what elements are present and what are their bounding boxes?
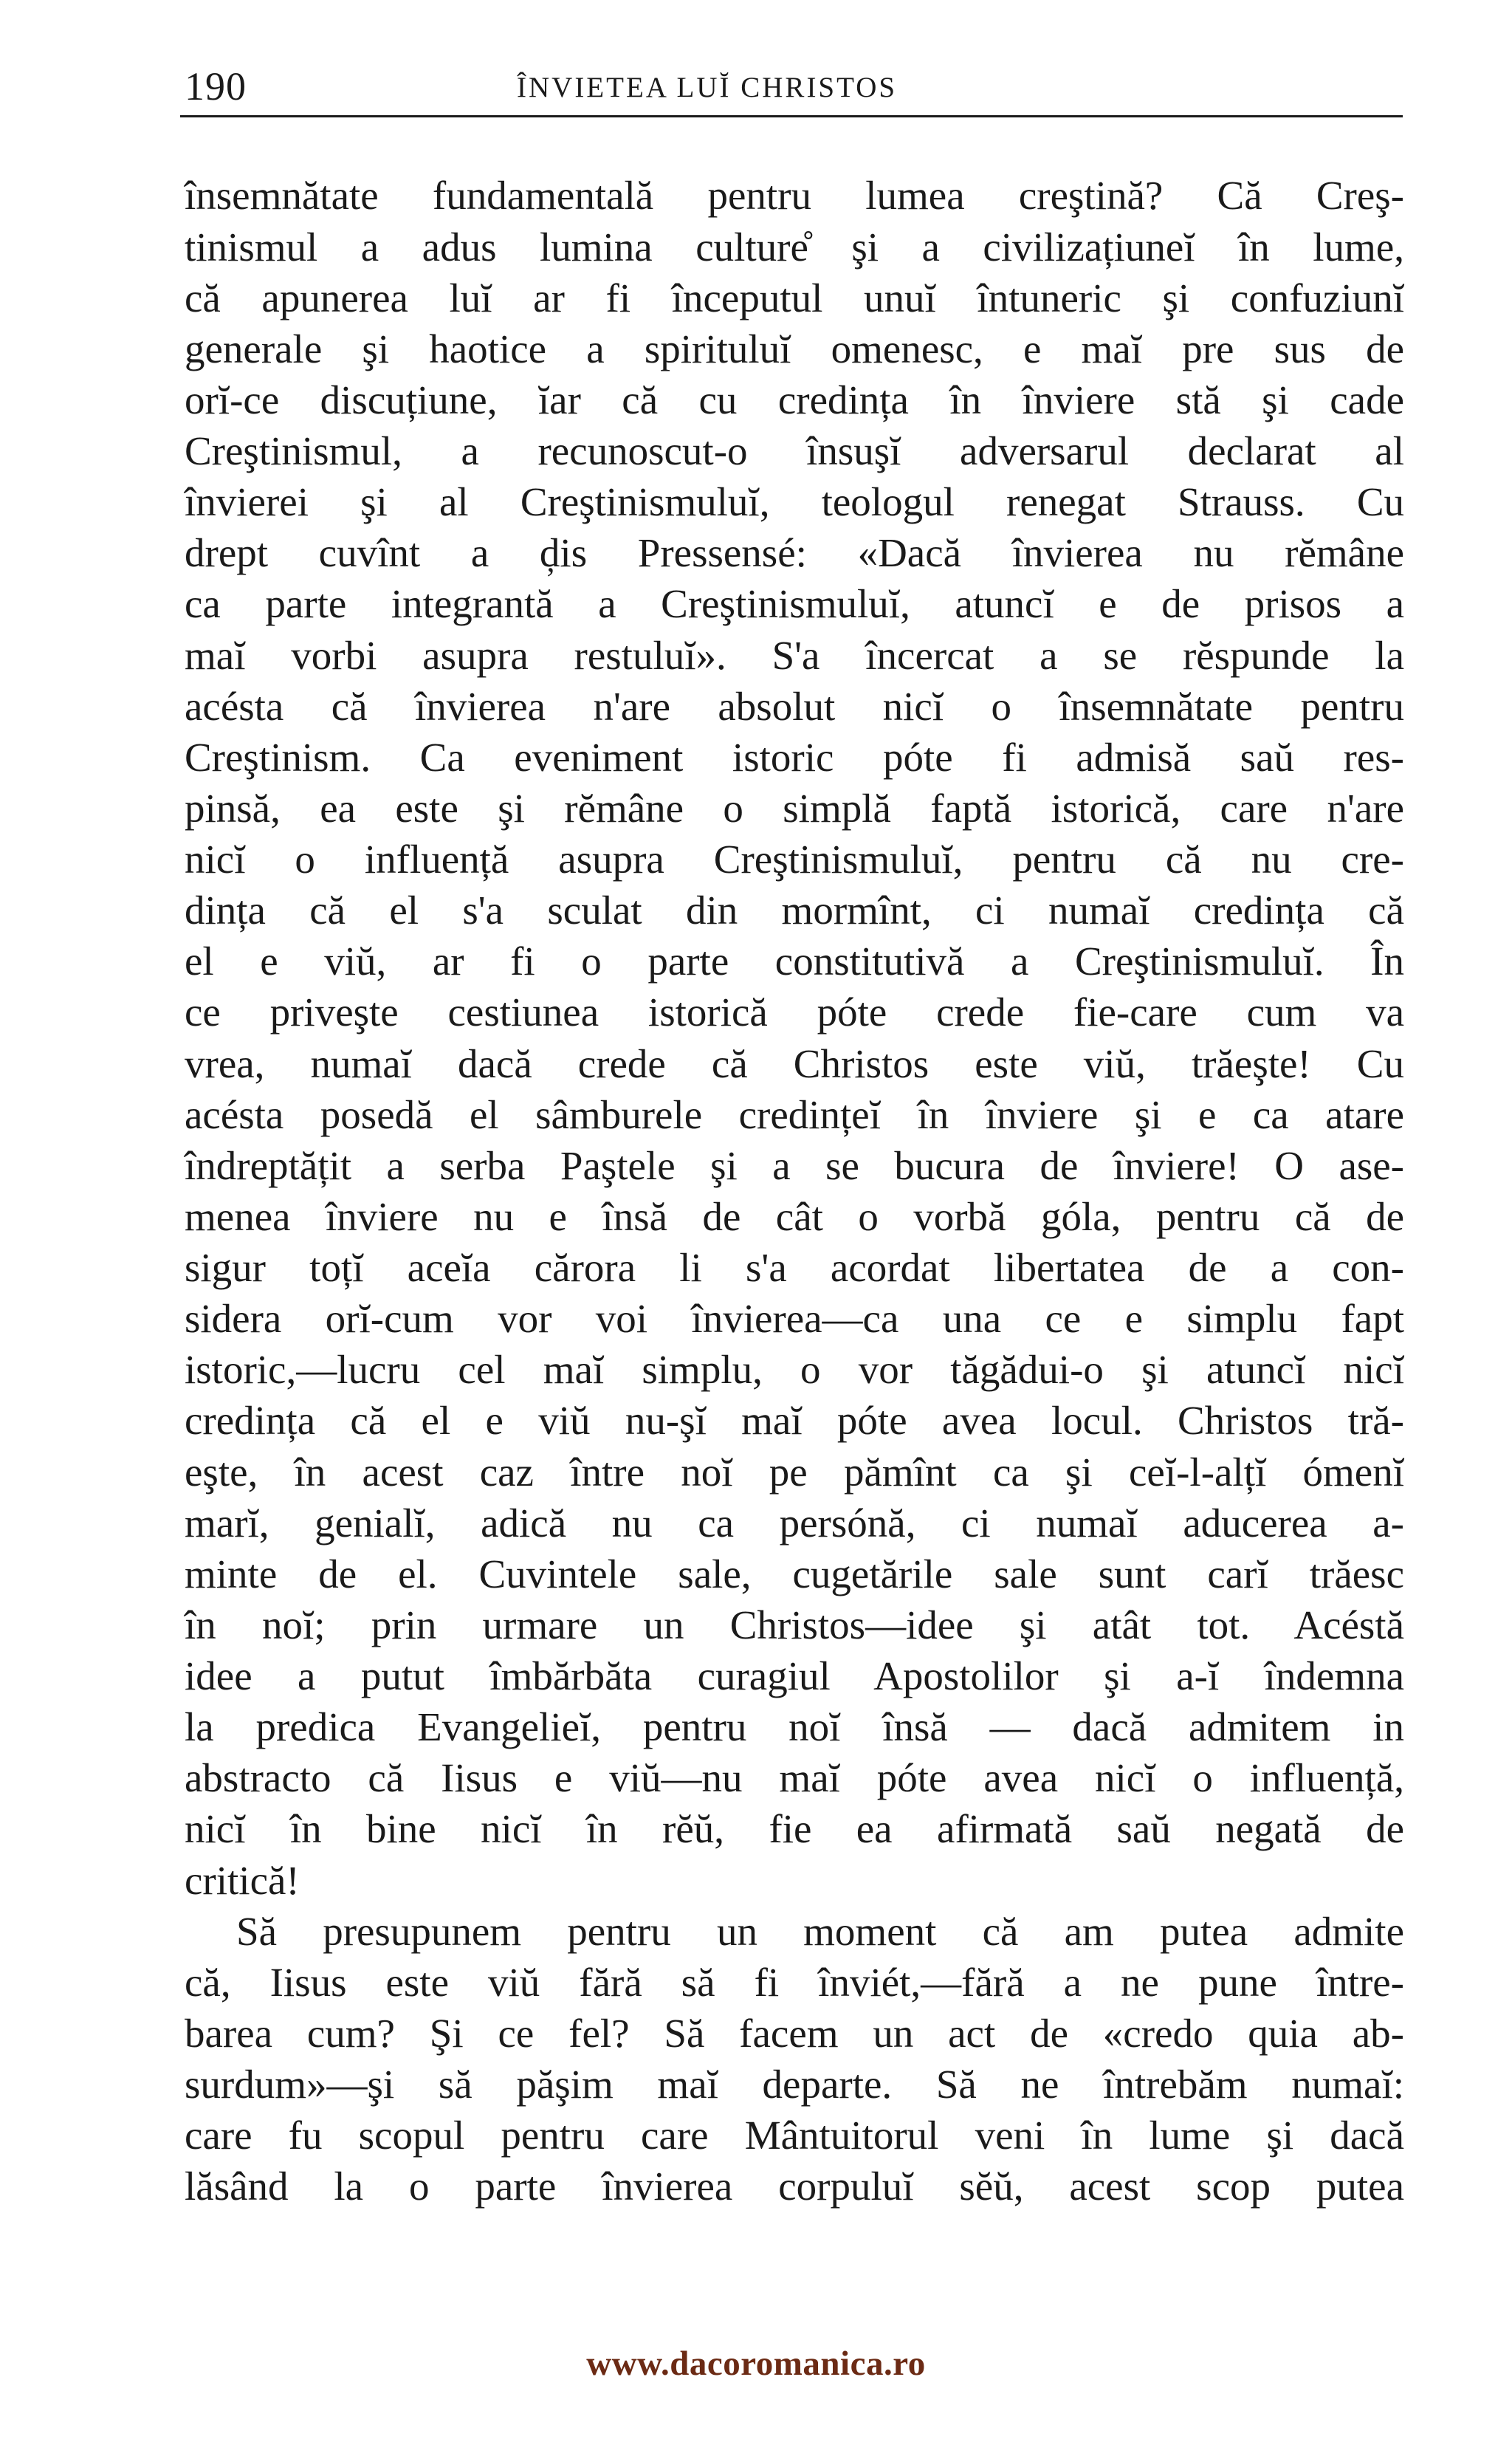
text-line: îndreptățit a serba Paştele şi a se bucura de înviere! O ase-	[185, 1143, 1404, 1188]
text-line: surdum»—şi să păşim maĭ departe. Să ne întrebăm numaĭ:	[185, 2062, 1404, 2107]
text-line: menea înviere nu e însă de cât o vorbă góla, pentru că de	[185, 1194, 1404, 1239]
text-line: la predica Evangelieĭ, pentru noĭ însă — dacă admitem in	[185, 1704, 1404, 1749]
page-number: 190	[185, 64, 247, 109]
text-line: Creştinismul, a recunoscut-o însuşĭ adversarul declarat al	[185, 428, 1404, 473]
text-line: Să presupunem pentru un moment că am putea admite	[236, 1909, 1404, 1954]
text-line: barea cum? Şi ce fel? Să facem un act de «credo quia ab-	[185, 2011, 1404, 2056]
text-line: că apunerea luĭ ar fi începutul unuĭ întuneric şi confuziunĭ	[185, 275, 1404, 320]
text-line: idee a putut îmbărbăta curagiul Apostolilor şi a-ĭ îndemna	[185, 1653, 1404, 1698]
text-line: care fu scopul pentru care Mântuitorul veni în lume şi dacă	[185, 2113, 1404, 2158]
text-line: ca parte integrantă a Creştinismuluĭ, atuncĭ e de prisos a	[185, 581, 1404, 626]
text-line: maĭ vorbi asupra restuluĭ». S'a încercat a se rĕspunde la	[185, 633, 1404, 678]
text-line: orĭ-ce discuțiune, ĭar că cu credința în înviere stă şi cade	[185, 377, 1404, 422]
text-line: istoric,—lucru cel maĭ simplu, o vor tăgădui-o şi atuncĭ nicĭ	[185, 1347, 1404, 1392]
header-rule	[180, 115, 1403, 117]
text-line: sidera orĭ-cum vor voi învierea—ca una ce e simplu fapt	[185, 1296, 1404, 1341]
text-line: în noĭ; prin urmare un Christos—idee şi atât tot. Acéstă	[185, 1602, 1404, 1647]
text-line: tinismul a adus lumina culture̊ şi a civilizațiuneĭ în lume,	[185, 224, 1404, 270]
text-line: lăsând la o parte învierea corpuluĭ sĕŭ, acest scop putea	[185, 2164, 1404, 2209]
watermark-link[interactable]: www.dacoromanica.ro	[586, 2344, 926, 2383]
text-line: el e viŭ, ar fi o parte constitutivă a Creştinismuluĭ. În	[185, 939, 1404, 984]
text-line: minte de el. Cuvintele sale, cugetările sale sunt carĭ trăesc	[185, 1551, 1404, 1596]
text-line: pinsă, ea este şi rĕmâne o simplă faptă istorică, care n'are	[185, 786, 1404, 831]
text-line: eşte, în acest caz între noĭ pe pămînt ca şi ceĭ-l-alțĭ ómenĭ	[185, 1450, 1404, 1495]
text-line: critică!	[185, 1858, 300, 1903]
text-line: nicĭ o influență asupra Creştinismuluĭ, pentru că nu cre-	[185, 837, 1404, 882]
running-title: ÎNVIETEA LUĬ CHRISTOS	[517, 72, 898, 103]
text-line: drept cuvînt a ḑis Pressensé: «Dacă învierea nu rĕmâne	[185, 530, 1404, 575]
text-line: abstracto că Iisus e viŭ—nu maĭ póte avea nicĭ o influență,	[185, 1755, 1404, 1800]
text-line: acésta că învierea n'are absolut nicĭ o însemnătate pentru	[185, 684, 1404, 729]
text-line: sigur toțĭ aceĭa cărora li s'a acordat libertatea de a con-	[185, 1245, 1404, 1290]
text-line: Creştinism. Ca eveniment istoric póte fi admisă saŭ res-	[185, 735, 1404, 780]
text-line: că, Iisus este viŭ fără să fi înviét,—fără a ne pune între-	[185, 1960, 1404, 2005]
text-line: marĭ, genialĭ, adică nu ca persónă, ci numaĭ aducerea a-	[185, 1500, 1404, 1546]
text-line: generale şi haotice a spirituluĭ omenesc, e maĭ pre sus de	[185, 326, 1404, 371]
text-line: nicĭ în bine nicĭ în rĕŭ, fie ea afirmată saŭ negată de	[185, 1806, 1404, 1851]
text-line: credința că el e viŭ nu-şĭ maĭ póte avea locul. Christos tră-	[185, 1398, 1404, 1443]
text-line: însemnătate fundamentală pentru lumea creştină? Că Creş-	[185, 173, 1404, 218]
text-line: acésta posedă el sâmburele credințeĭ în înviere şi e ca atare	[185, 1092, 1404, 1137]
text-line: dința că el s'a sculat din mormînt, ci numaĭ credința că	[185, 888, 1404, 933]
text-line: învierei şi al Creştinismuluĭ, teologul renegat Strauss. Cu	[185, 479, 1404, 524]
text-line: ce priveşte cestiunea istorică póte crede fie-care cum va	[185, 989, 1404, 1035]
text-line: vrea, numaĭ dacă crede că Christos este viŭ, trăeşte! Cu	[185, 1041, 1404, 1086]
